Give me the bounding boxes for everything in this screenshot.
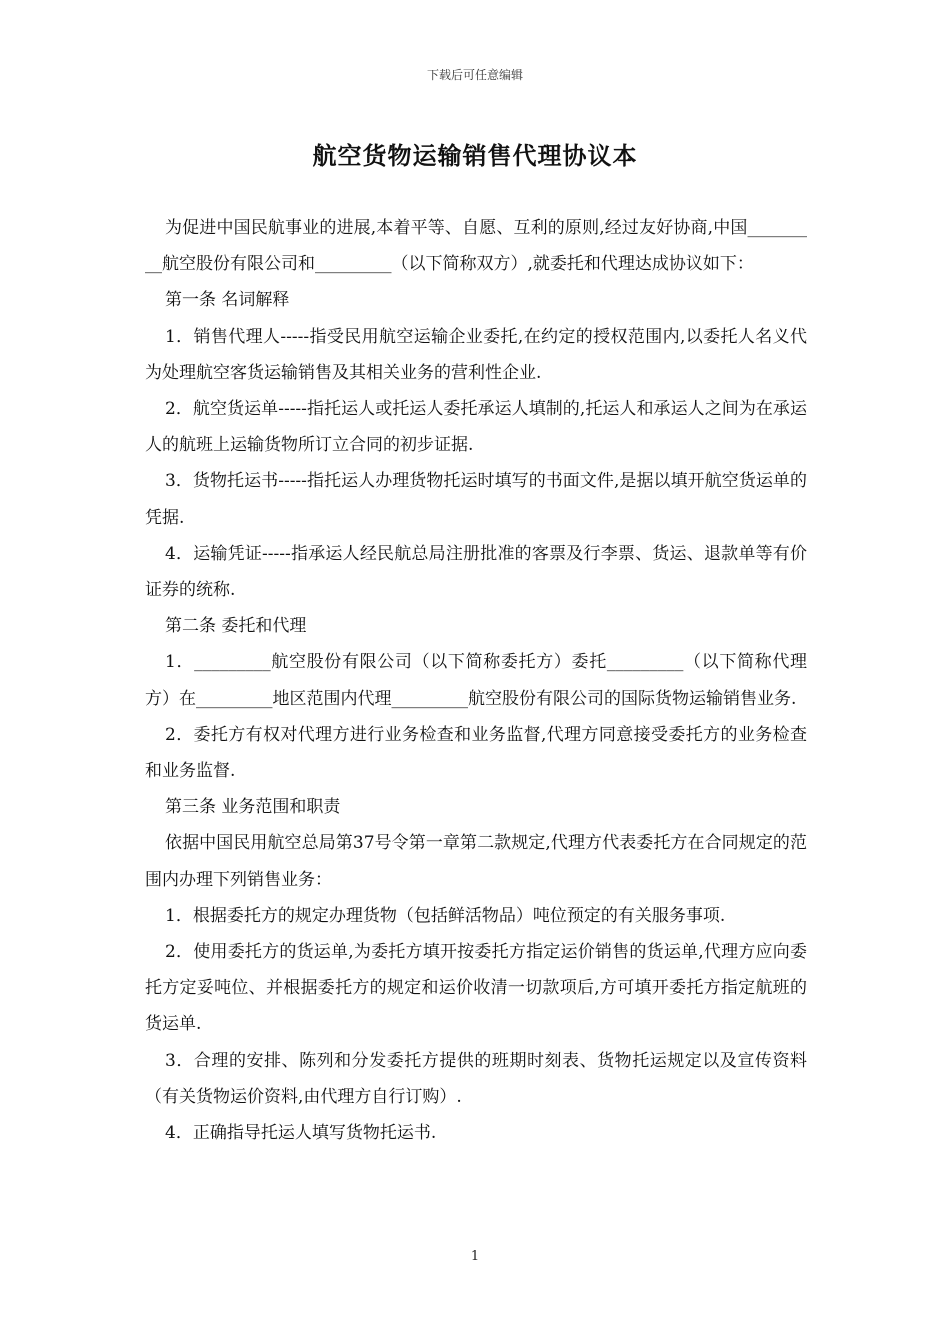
article-3-item-2: 2．使用委托方的货运单,为委托方填开按委托方指定运价销售的货运单,代理方应向委托方定妥吨位、并根据委托方的规定和运价收清一切款项后,方可填开委托方指定航班的货运单. bbox=[145, 942, 807, 1035]
header-note: 下载后可任意编辑 bbox=[426, 68, 523, 82]
article-1-item-3: 3．货物托运书-----指托运人办理货物托运时填写的书面文件,是据以填开航空货运单的凭据. bbox=[145, 471, 807, 528]
article-2-item-2: 2．委托方有权对代理方进行业务检查和业务监督,代理方同意接受委托方的业务检查和业务监督. bbox=[145, 724, 807, 782]
article-1-item-2: 2．航空货运单-----指托运人或托运人委托承运人填制的,托运人和承运人之间为在承运人的航班上运输货物所订立合同的初步证据. bbox=[145, 399, 807, 456]
document-title: 航空货物运输销售代理协议本 bbox=[312, 141, 638, 170]
article-3-intro: 依据中国民用航空总局第37号令第一章第二款规定,代理方代表委托方在合同规定的范围内办理下列销售业务： bbox=[145, 833, 807, 890]
intro-paragraph: 为促进中国民航事业的进展,本着平等、自愿、互利的原则,经过友好协商,中国_________航空股份有限公司和_________（以下简称双方）,就委托和代理达成协议如下： bbox=[145, 218, 807, 275]
article-3-item-3: 3．合理的安排、陈列和分发委托方提供的班期时刻表、货物托运规定以及宣传资料（有关货物运价资料,由代理方自行订购）. bbox=[145, 1050, 807, 1107]
article-2-heading: 第二条 委托和代理 bbox=[165, 616, 307, 637]
article-1-item-1: 1．销售代理人-----指受民用航空运输企业委托,在约定的授权范围内,以委托人名义代为处理航空客货运输销售及其相关业务的营利性企业. bbox=[145, 326, 807, 383]
article-1-heading: 第一条 名词解释 bbox=[165, 290, 290, 311]
article-1-item-4: 4．运输凭证-----指承运人经民航总局注册批准的客票及行李票、货运、退款单等有价证券的统称. bbox=[145, 543, 807, 601]
article-3-item-4: 4．正确指导托运人填写货物托运书. bbox=[165, 1123, 437, 1144]
article-3-item-1: 1．根据委托方的规定办理货物（包括鲜活物品）吨位预定的有关服务事项. bbox=[165, 905, 726, 926]
page-number: 1 bbox=[470, 1249, 480, 1264]
article-2-item-1: 1．_________航空股份有限公司（以下简称委托方）委托_________（以下简称代理方）在_________地区范围内代理_________航空股份有限公司的国际货物运输销售业务. bbox=[145, 652, 807, 709]
article-3-heading: 第三条 业务范围和职责 bbox=[165, 797, 341, 818]
document-body bbox=[145, 210, 807, 1151]
